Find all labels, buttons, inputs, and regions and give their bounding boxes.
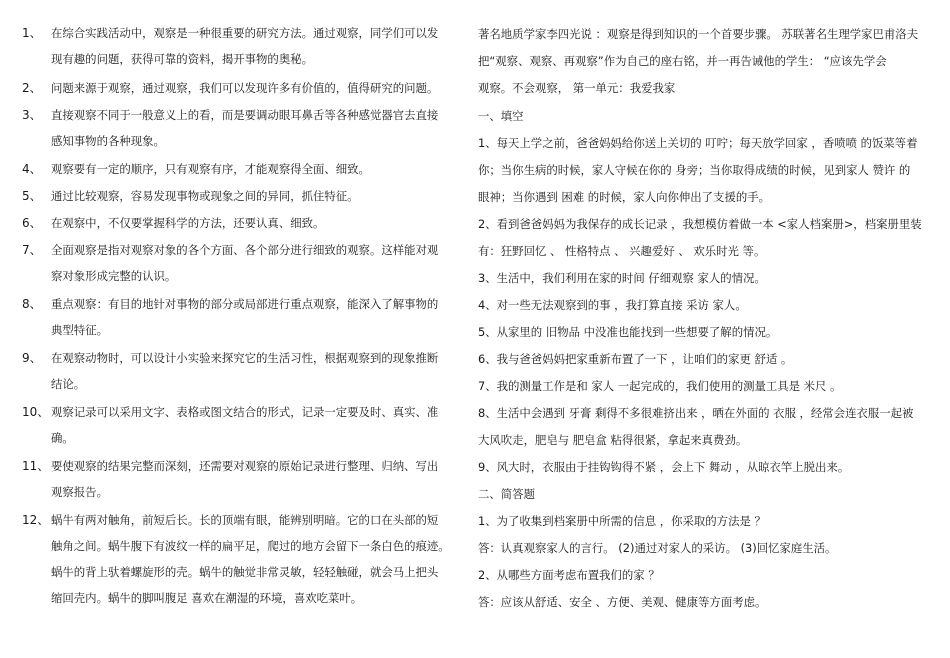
fill-line: 7、我的测量工作是和 家人 一起完成的，我们使用的测量工具是 米尺 。 (478, 379, 842, 393)
item-number: 5、 (22, 189, 42, 203)
item-number: 6、 (22, 216, 42, 230)
item-number: 8、 (22, 297, 42, 311)
fill-line: 4、对一些无法观察到的事 ，我打算直接 采访 家人。 (478, 298, 747, 312)
item-text: 观察报告。 (51, 485, 108, 499)
qa-line: 答：认真观察家人的言行。 (2)通过对家人的采访。 (3)回忆家庭生活。 (478, 541, 837, 555)
fill-line: 你；当你生病的时候，家人守候在你的 身旁；当你取得成绩的时候，见到家人 赞许 的 (478, 163, 911, 177)
item-number: 4、 (22, 162, 42, 176)
item-number: 3、 (22, 108, 42, 122)
fill-line: 有：狂野回忆 、 性格特点 、 兴趣爱好 、 欢乐时光 等。 (478, 244, 766, 258)
item-text: 蜗牛的背上驮着螺旋形的壳。蜗牛的触觉非常灵敏，轻轻触碰，就会马上把头 (51, 565, 439, 579)
intro-line: 观察。不会观察， 第一单元：我爱我家 (478, 81, 676, 95)
item-text: 全面观察是指对观察对象的各个方面、各个部分进行细致的观察。这样能对观 (51, 243, 439, 257)
item-text: 通过比较观察，容易发现事物或现象之间的异同，抓住特征。 (51, 189, 359, 203)
item-text: 在观察中，不仅要掌握科学的方法，还要认真、细致。 (51, 216, 325, 230)
fill-line: 5、从家里的 旧物品 中没准也能找到一些想要了解的情况。 (478, 325, 778, 339)
item-text: 要使观察的结果完整而深刻，还需要对观察的原始记录进行整理、归纳、写出 (51, 459, 439, 473)
item-text: 蜗牛有两对触角，前短后长。长的顶端有眼，能辨别明暗。它的口在头部的短 (51, 513, 439, 527)
qa-line: 1、为了收集到档案册中所需的信息 ，你采取的方法是 ？ (478, 514, 766, 528)
item-text: 确。 (51, 431, 74, 445)
item-text: 察对象形成完整的认识。 (51, 269, 177, 283)
item-number: 1、 (22, 26, 42, 40)
item-number: 7、 (22, 243, 42, 257)
fill-line: 3、生活中，我们利用在家的时间 仔细观察 家人的情况。 (478, 271, 766, 285)
item-text: 缩回壳内。蜗牛的脚叫腹足 喜欢在潮湿的环境，喜欢吃菜叶。 (51, 591, 363, 605)
item-number: 10、 (22, 405, 50, 419)
item-text: 触角之间。蜗牛腹下有波纹一样的扁平足，爬过的地方会留下一条白色的痕迹。 (51, 539, 450, 553)
section-heading: 二、简答题 (478, 487, 535, 501)
intro-line: 著名地质学家李四光说 ：观察是得到知识的一个首要步骤。 苏联著名生理学家巴甫洛夫 (478, 27, 919, 41)
fill-line: 8、生活中会遇到 牙膏 剩得不多很难挤出来 ，晒在外面的 衣服 ，经常会连衣服一起被 (478, 406, 914, 420)
item-text: 重点观察：有目的地针对事物的部分或局部进行重点观察，能深入了解事物的 (51, 297, 439, 311)
item-text: 结论。 (51, 377, 86, 391)
section-heading: 一、填空 (478, 109, 524, 123)
item-text: 现有趣的问题，获得可靠的资料，揭开事物的奥秘。 (51, 52, 313, 66)
fill-line: 2、看到爸爸妈妈为我保存的成长记录 ，我想模仿着做一本 <家人档案册>，档案册里装 (478, 217, 922, 231)
item-text: 典型特征。 (51, 323, 108, 337)
item-number: 11、 (22, 459, 50, 473)
fill-line: 9、风大时，衣服由于挂钩钩得不紧 ，会上下 舞动 ，从晾衣竿上脱出来。 (478, 460, 850, 474)
fill-line: 眼神；当你遇到 困难 的时候，家人向你伸出了支援的手。 (478, 190, 771, 204)
fill-line: 1、每天上学之前，爸爸妈妈给你送上关切的 叮咛；每天放学回家 ，香喷喷 的饭菜等着 (478, 136, 918, 150)
item-text: 感知事物的各种现象。 (51, 134, 165, 148)
fill-line: 6、我与爸爸妈妈把家重新布置了一下 ，让咱们的家更 舒适 。 (478, 352, 793, 366)
item-text: 观察记录可以采用文字、表格或图文结合的形式，记录一定要及时、真实、准 (51, 405, 439, 419)
qa-line: 2、从哪些方面考虑布置我们的家 ？ (478, 568, 660, 582)
item-text: 问题来源于观察，通过观察，我们可以发现许多有价值的，值得研究的问题。 (51, 81, 439, 95)
fill-line: 大风吹走，肥皂与 肥皂盒 粘得很紧，拿起来真费劲。 (478, 433, 748, 447)
intro-line: 把“观察、观察、再观察”作为自己的座右铭，并一再告诫他的学生： “应该先学会 (478, 54, 887, 68)
item-number: 2、 (22, 81, 42, 95)
item-text: 在综合实践活动中，观察是一种很重要的研究方法。通过观察，同学们可以发 (51, 26, 439, 40)
item-number: 12、 (22, 513, 50, 527)
item-text: 直接观察不同于一般意义上的看，而是要调动眼耳鼻舌等各种感觉器官去直接 (51, 108, 439, 122)
item-text: 观察要有一定的顺序，只有观察有序，才能观察得全面、细致。 (51, 162, 370, 176)
item-text: 在观察动物时，可以设计小实验来探究它的生活习性，根据观察到的现象推断 (51, 351, 439, 365)
item-number: 9、 (22, 351, 42, 365)
qa-line: 答：应该从舒适、安全 、方便、美观、健康等方面考虑。 (478, 595, 767, 609)
